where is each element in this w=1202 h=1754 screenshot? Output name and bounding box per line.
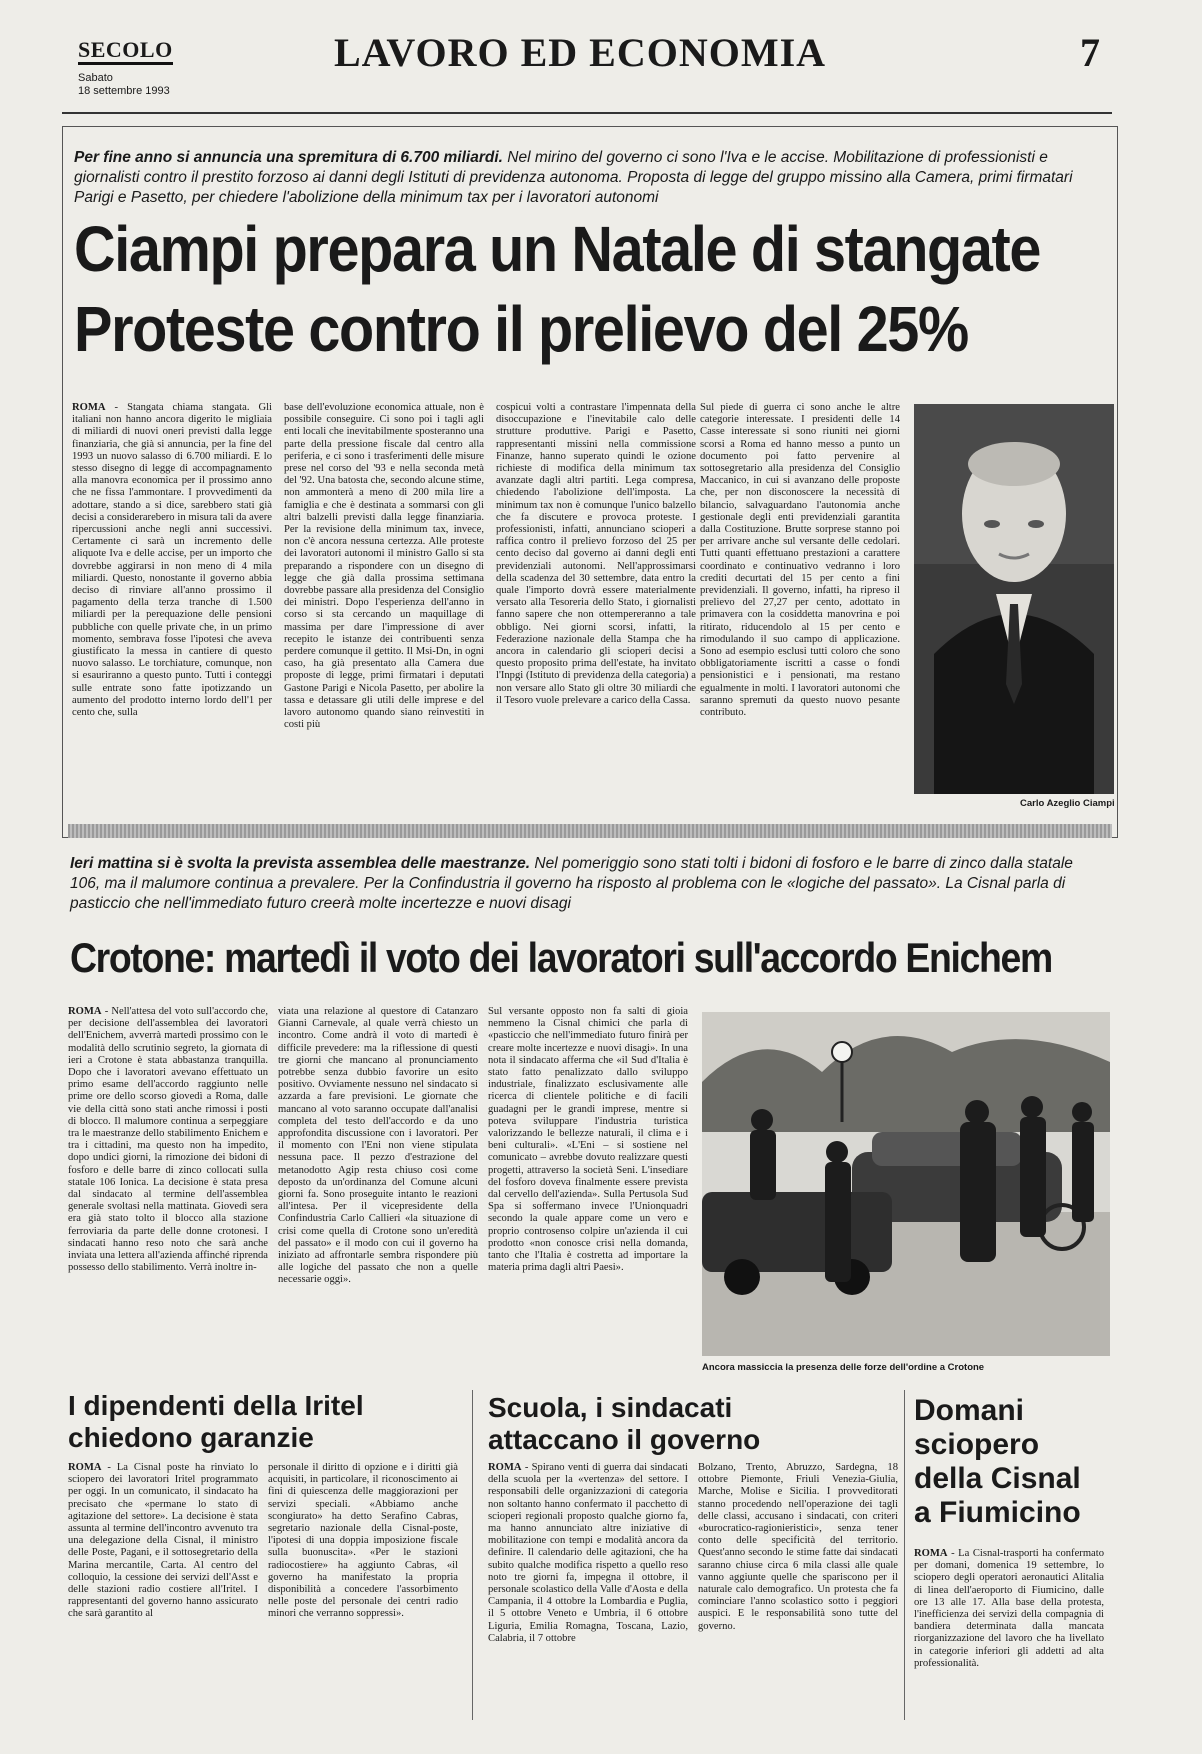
story1-dateline: ROMA [72, 402, 106, 413]
story3-column-1 [68, 1462, 258, 1722]
story4-column-1 [488, 1462, 688, 1722]
story5-col1-text: - La Cisnal-trasporti ha confermato per domani, domenica 19 settembre, lo sciopero degli operatori aeronautici Alitalia di linea dell'aeroporto di Fiumicino, dalle ore 13 alle 17. Alla base della protesta, l'inefficienza dei servizi della compagnia di bandiera determinata dalla mancata riorganizzazione del lavoro che ha livellato in categorie inferiori gli addetti ad alta professionalità. [914, 1548, 1104, 1669]
story2-kicker [70, 854, 1100, 914]
story4-dateline: ROMA [488, 1462, 522, 1473]
story2-column-3: Sul versante opposto non fa salti di gioia nemmeno la Cisnal chimici che parla di «pasticcio che nell'immediato futuro finirà per creare molte incertezze e nuovi disagi». In una nota il sindacato afferma che «il Sud d'Italia è stato fatto penalizzato dallo sviluppo industriale, finalizzato esclusivamente alle ricerca di clientele politiche e di facili guadagni per le grandi imprese, mentre si poteva sviluppare l'industria turistica valorizzando le bellezze naturali, il clima e i beni culturali». «L'Eni – si sostiene nel comunicato – avrebbe dovuto realizzare questi progetti, attraverso la società Seni. L'insediare del fosforo doveva finalmente essere prevista dal cervello dell'azienda». Sulla Pertusola Sud Spa si soffermano invece l'Unionquadri secondo la quale appare come un vero e proprio controsenso colpire un'azienda il cui prodotto «non conosce crisi nella domanda, tanto che l'Italia è costretta ad importare la materia prima dagli altri Paesi». [488, 1006, 688, 1274]
section-title: LAVORO ED ECONOMIA [333, 30, 827, 75]
story5-dateline: ROMA [914, 1548, 948, 1559]
story1-headline-1: Ciampi prepara un Natale di stangate [74, 213, 1041, 285]
story2-kicker-text: Nel pomeriggio sono stati tolti i bidoni di fosforo e le barre di zinco dalla statale 106, ma il malumore continua a prevalere. Per la Confindustria il governo ha risposto al problema con le «logiche del passato». La Cisnal parla di pasticcio che nell'immediato futuro creerà molte incertezze e nuovi disagi [70, 855, 1073, 912]
page-number: 7 [1080, 30, 1100, 75]
story5-column-1 [914, 1548, 1104, 1722]
story3-headline: I dipendenti della Iritel chiedono garanzie [68, 1390, 364, 1453]
masthead-day: Sabato [78, 72, 113, 84]
story2-col1-text: - Nell'attesa del voto sull'accordo che, per decisione dell'assemblea dei lavoratori dell'Enichem, avverrà martedì prossimo con le modalità dello scrutinio segreto, la giornata di ieri a Crotone è stata abbastanza tranquilla. Dopo che i lavoratori avevano effettuato un primo esame dell'accordo raggiunto nelle prime ore dello scorso giovedì a Roma, dalle vie della città sono stati anche rimossi i posti di blocco. Il malumore continua a serpeggiare tra le maestranze dello stabilimento Enichem e tra i cittadini, ma questo non ha impedito, dopo undici giorni, la rimozione dei bidoni di fosforo e delle barre di zinco collocati sulla statale 106 Ionica. La decisione è stata presa dal sindacato al termine dell'assemblea generale svoltasi nella mattinata. Giovedì sera era già stato tolto il blocco alla stazione ferroviaria da parte delle donne crotonesi. I sindacati hanno reso noto che sarà anche inviata una lettera all'azienda affinché riprenda possesso dello stabilimento. Verrà inoltre in- [68, 1006, 268, 1274]
story3-dateline: ROMA [68, 1462, 102, 1473]
story1-column-4: Sul piede di guerra ci sono anche le altre categorie interessate. I presidenti delle 14 Casse interessate si sono riuniti nei giorni scorsi a Roma ed hanno messo a punto un documento poi fatto pervenire al sottosegretario alla presidenza del Consiglio Maccanico, in cui si avanzano delle proposte che, per non disconoscere la necessità di bilancio, salvaguardano l'autonomia anche gestionale degli enti previdenziali garantita dalla Costituzione. Brutte sorprese stanno poi per arrivare anche sul versante delle cedolari. Tutti quanti effettuano prestazioni a carattere coordinato e continuativo vedranno i loro crediti decurtati del 15 per cento a fini previdenziali. Il governo, infatti, ha ripreso il prelievo del 27,27 per cento, adottato in primavera con la cosiddetta manovrina e poi ritirato, riducendolo al 15 per cento e rimodulando il suo campo di applicazione. Sono ad esempio esclusi tutti coloro che sono obbligatoriamente iscritti a casse o fondi pensionistici e i pensionati, ma restano egualmente in molti. I lavoratori autonomi che saranno spremuti da questo nuovo pesante contributo. [700, 402, 900, 719]
story5-headline: Domani sciopero della Cisnal a Fiumicino [914, 1394, 1081, 1529]
column-rule [472, 1390, 473, 1720]
story2-column-2: viata una relazione al questore di Catanzaro Gianni Carnevale, al quale verrà chiesto un incontro. Come andrà il voto di martedì è difficile prevedere: ma la riflessione di questi tre giorni che mancano al pronunciamento potrebbe senza dubbio favorire un esito positivo. Ovviamente nessuno nel sindacato si azzarda a fare previsioni. Le giornate che mancano al voto saranno occupate dall'analisi completa del testo dell'accordo e da uno approfondita discussione con i lavoratori. Per il momento con l'Eni non viene stipulata nessuna pace. Il pezzo d'estrazione del metanodotto Agip resta chiuso così come deposto da un'ordinanza del Comune alcuni giorni fa. Sono proseguite intanto le reazioni all'intesa. Per il vicepresidente della Confindustria Carlo Callieri «la situazione di crisi come quella di Crotone sono un'eredità del passato» e il modo con cui il governo ha iniziato ad affrontarle sembra rispondere più alle logiche del passato che non a quelle necessarie oggi». [278, 1006, 478, 1286]
story4-col1-text: - Spirano venti di guerra dai sindacati della scuola per la «vertenza» del settore. I responsabili delle organizzazioni di categoria non soltanto hanno confermato il pacchetto di scioperi regionali proposto qualche giorno fa, ma hanno annunciato altre iniziative di mobilitazione con tempi e modalità ancora da definire. Il calendario delle agitazioni, che ha subito qualche modifica rispetto a quello reso noto tre giorni fa, impegna il ottobre, il personale scolastico della Valle d'Aosta e della Campania, il 4 ottobre la Lombardia e Puglia, il 5 ottobre Veneto e Umbria, il 6 ottobre Liguria, Emilia Romagna, Toscana, Lazio, Calabria, il 7 ottobre [488, 1462, 688, 1644]
story1-headline-2: Proteste contro il prelievo del 25% [74, 293, 968, 365]
masthead-full-date: 18 settembre 1993 [78, 85, 170, 97]
story2-headline: Crotone: martedì il voto dei lavoratori sull'accordo Enichem [70, 934, 1052, 981]
story3-col1-text: - La Cisnal poste ha rinviato lo sciopero dei lavoratori Iritel programmato per oggi. In un comunicato, il sindacato ha precisato che «permane lo stato di agitazione del settore». La decisione è stata assunta al termine dell'incontro avvenuto tra una delegazione della Cisnal, il ministro delle Poste, Pagani, e il sottosegretario della Marina mercantile, Carta. Al centro del colloquio, la cessione dei servizi dell'Asst e delle stazioni radio costiere all'Iritel. I rappresentanti del governo hanno assicurato che sarà garantito al [68, 1462, 258, 1620]
story4-headline: Scuola, i sindacati attaccano il governo [488, 1392, 761, 1455]
story1-column-1 [72, 402, 272, 812]
column-rule-2 [904, 1390, 905, 1720]
divider-band [68, 824, 1112, 838]
masthead-date [78, 72, 170, 98]
story2-column-1 [68, 1006, 268, 1378]
crotone-photo [702, 1012, 1110, 1356]
ciampi-photo-caption: Carlo Azeglio Ciampi [1020, 798, 1115, 809]
story2-kicker-bold: Ieri mattina si è svolta la prevista assemblea delle maestranze. [70, 855, 531, 872]
story3-column-2: personale il diritto di opzione e i diritti già acquisiti, in particolare, il riconoscimento ai fini di quiescenza delle maggiorazioni per servizi speciali. «Abbiamo anche scongiurato» ha detto Serafino Cabras, segretario nazionale della Cisnal-poste, l'ipotesi di una doppia imposizione fiscale sulla buonuscita». «Per le stazioni radiocostiere» ha aggiunto Cabras, «il governo ha manifestato la propria disponibilità a concedere l'assorbimento nelle poste del personale dei centri radio minori che verranno soppressi». [268, 1462, 458, 1620]
story1-kicker-bold: Per fine anno si annuncia una spremitura di 6.700 miliardi. [74, 149, 503, 166]
masthead-name: SECOLO [78, 38, 173, 65]
story1-column-3: cospicui volti a contrastare l'impennata della disoccupazione e l'inevitabile calo delle strutture produttive. Parigi e Pasetto, rappresentanti missini nella commissione Finanze, hanno superato quindi le ozione richieste di modifica della minimum tax avanzate dagli altri partiti. Lega compresa, chiedendo l'abolizione dell'imposta. La minimum tax non è comunque l'unico balzello che fa discutere e provoca proteste. I professionisti, infatti, annunciano scioperi a raffica contro il prelievo forzoso del 25 per cento deciso dal governo ai danni degli enti previdenziali autonomi. Nell'approssimarsi della scadenza del 30 settembre, data entro la quale l'importo dovrà essere materialmente versato alla Tesoreria dello Stato, i giornalisti fanno sapere che non ottempereranno a tale obbligo. Nei giorni scorsi, infatti, la Federazione nazionale della Stampa che ha ancora in calendario gli scioperi decisi a questo proposito prima dell'estate, ha invitato l'Inpgi (Istituto di previdenza della categoria) a non versare allo Stato gli oltre 30 miliardi che il Tesoro vuole prelevare a carico della Cassa. [496, 402, 696, 706]
ciampi-photo-image [914, 404, 1114, 794]
crotone-photo-caption: Ancora massiccia la presenza delle forze dell'ordine a Crotone [702, 1362, 985, 1373]
story1-kicker-text: Nel mirino del governo ci sono l'Iva e le accise. Mobilitazione di professionisti e giornalisti contro il prestito forzoso ai danni degli Istituti di previdenza autonoma. Proposta di legge del gruppo missino alla Camera, primi firmatari Parigi e Pasetto, per chiedere l'abolizione della minimum tax per i lavoratori autonomi [74, 149, 1073, 206]
top-rule [62, 112, 1112, 114]
story2-dateline: ROMA [68, 1006, 102, 1017]
crotone-photo-image [702, 1012, 1110, 1356]
story1-column-2: base dell'evoluzione economica attuale, non è possibile conseguire. Ci sono poi i tagli agli enti locali che inevitabilmente sposteranno una parte della pressione fiscale dal centro alla periferia, e ci sono i trasferimenti delle misure prese nel corso del '93 e nella seconda metà del '92. Una batosta che, secondo alcune stime, non ammonterà a meno di 200 mila lire a famiglia e che è destinata a sommarsi con gli altri balzelli previsti dalla legge finanziaria. Per la revisione della minimum tax, invece, non c'è ancora nessuna certezza. Alle proteste dei lavoratori autonomi il ministro Gallo si sta preparando a rispondere con un disegno di legge che già dalla prossima settimana dovrebbe passare alla presidenza del Consiglio dei ministri. Dopo l'esperienza dell'anno in corso si sta cercando un maquillage di massima per dare l'impressione di aver recepito le istanze dei contribuenti senza perdere comunque il gettito. Il Msi-Dn, in ogni caso, ha già presentato alla Camera due proposte di legge, primi firmatari i deputati Gastone Parigi e Nicola Pasetto, per abolire la tassa e detassare gli utili delle imprese e del lavoro autonomo quando siano reinvestiti in costi più [284, 402, 484, 731]
story4-column-2: Bolzano, Trento, Abruzzo, Sardegna, 18 ottobre Piemonte, Friuli Venezia-Giulia, Marche, Molise e Sicilia. I provveditorati stanno procedendo nell'operazione dei tagli delle classi, accusano i sindacati, con criteri «burocratico-ragionieristici», senza tener conto delle specificità del territorio. Quest'anno secondo le stime fatte dai sindacati saranno chiuse circa 6 mila classi alle quale vanno aggiunte quelle che spariscono per il naturale calo demografico. Un protesta che fa cominciare l'anno scolastico sotto i peggiori auspici. E le responsabilità sono tutte del governo. [698, 1462, 898, 1632]
story1-col1-text: - Stangata chiama stangata. Gli italiani non hanno ancora digerito le migliaia di miliardi di nuovi oneri previsti dalla legge finanziaria, che già si annuncia, per la fine del 1993 un nuovo salasso di 6.700 miliardi. E lo stesso disegno di legge di accompagnamento alla manovra economica per il prossimo anno che ne fissa l'ammontare. I provvedimenti da adottare, stando a si dice, sarebbero stati già decisi a considerarebero in misura tali da avere ripercussioni anche negli anni successivi. Certamente ci sarà un incremento delle aliquote Iva e delle accise, per un importo che dovrebbe aggirarsi in non meno di 4 mila miliardi. Questo, nonostante il governo abbia deciso di rinviare all'anno prossimo il pagamento della terza tranche di 1.500 miliardi per la perequazione delle pensioni pubbliche con quelle private che, in un primo momento, sembrava fosse l'ipotesi che aveva giustificato la messa in cantiere di questo nuovo salasso. Le torchiature, comunque, non si esauriranno a questo punto. Tutti i conteggi sulle entrate sono fatte ipotizzando un aumento del prodotto interno lordo dell'1 per cento che, sulla [72, 402, 272, 719]
ciampi-photo [914, 404, 1114, 794]
story1-kicker [74, 148, 1084, 208]
